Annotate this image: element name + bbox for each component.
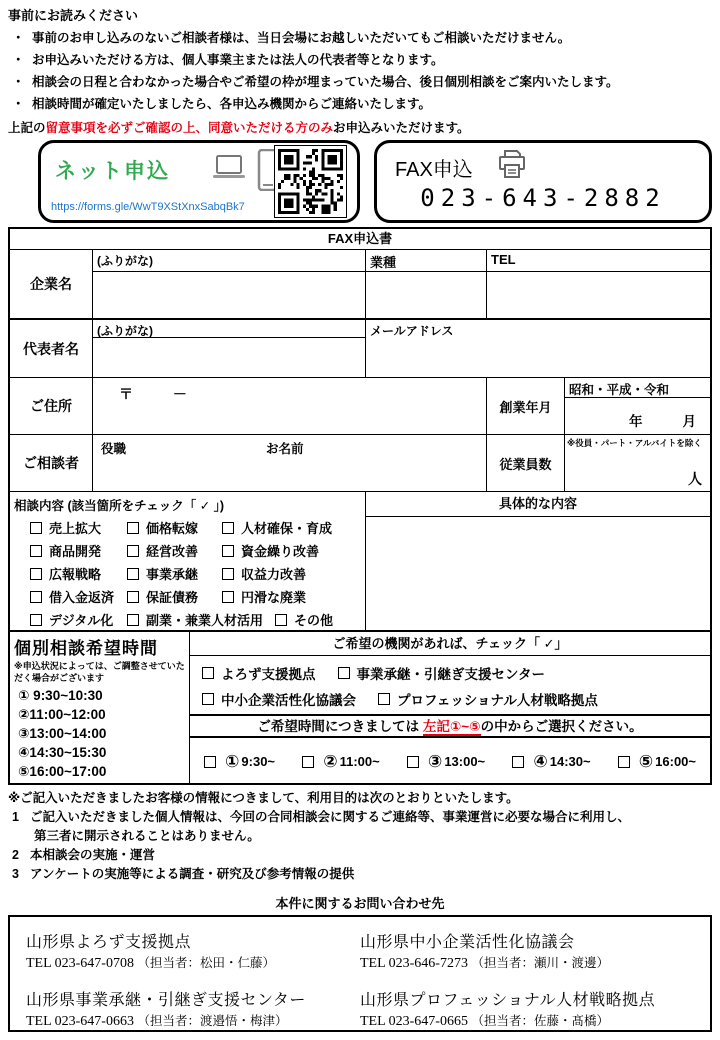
contact-entry — [360, 929, 694, 973]
topic-label: デジタル化 — [49, 613, 114, 628]
privacy-intro: ※ご記入いただきましたお客様の情報につきまして、利用目的は次のとおりといたします。 — [8, 791, 519, 805]
postal-mark: 〒 — [119, 386, 133, 402]
org-label: 事業承継・引継ぎ支援センター — [356, 667, 545, 682]
topic-label: 経営改善 — [146, 544, 199, 559]
topic-label: 保証債務 — [146, 590, 199, 605]
contact-staff: （担当者：渡邉悟・梅津） — [137, 1013, 288, 1028]
company-name-label: 企業名 — [10, 250, 93, 318]
checkbox-icon — [378, 693, 390, 705]
employees-unit: 人 — [688, 471, 702, 487]
laptop-icon — [211, 155, 247, 181]
checkbox-icon — [127, 568, 139, 580]
topic-label: 資金繰り改善 — [241, 544, 320, 559]
notice-title: 事前にお読みください — [8, 8, 139, 23]
topic-checkbox[interactable] — [127, 564, 222, 583]
schedule-slot: ④14:30~15:30 — [18, 745, 107, 760]
time-option-checkbox[interactable] — [618, 752, 696, 772]
schedule-slot: ⑤16:00~17:00 — [18, 764, 107, 779]
contact-name: 山形県プロフェッショナル人材戦略拠点 — [360, 991, 656, 1009]
tel-input[interactable] — [487, 272, 710, 318]
topic-checkbox[interactable] — [30, 610, 127, 629]
topic-checkbox[interactable] — [30, 564, 127, 583]
time-option-label: 11:00~ — [339, 754, 380, 769]
bullet-icon: ・ — [12, 53, 25, 67]
net-apply-box — [38, 140, 360, 223]
checkbox-icon — [127, 545, 139, 557]
contact-tel: TEL 023-647-0708 — [26, 956, 134, 971]
qr-code — [274, 145, 347, 218]
year-label: 年 — [629, 414, 643, 429]
topic-checkbox[interactable] — [30, 587, 127, 606]
org-header: ご希望の機関があれば、チェック「 ✓」 — [190, 632, 710, 656]
topic-row — [10, 585, 365, 608]
notice-bullet-text: 事前のお申し込みのないご相談者様は、当日会場にお越しいただいてもご相談いただけません。 — [32, 31, 571, 45]
time-option-number: ⑤ — [638, 751, 654, 771]
contact-entry — [26, 929, 360, 973]
time-option-label: 14:30~ — [549, 754, 591, 769]
contact-name: 山形県中小企業活性化協議会 — [360, 934, 575, 951]
topic-checkbox[interactable] — [30, 518, 127, 537]
email-label: メールアドレス — [370, 324, 454, 338]
founding-label: 創業年月 — [487, 378, 565, 434]
topic-label: 事業承継 — [146, 567, 199, 582]
industry-input[interactable] — [366, 272, 486, 318]
org-label: 中小企業活性化協議会 — [221, 693, 356, 708]
topic-label: その他 — [294, 613, 334, 628]
representative-input[interactable] — [93, 338, 365, 377]
topic-checkbox[interactable] — [222, 541, 319, 560]
detail-input[interactable] — [366, 517, 710, 630]
founding-input[interactable] — [565, 398, 710, 434]
contact-staff: （担当者：瀬川・渡邊） — [471, 956, 609, 970]
bullet-icon: ・ — [12, 97, 25, 111]
address-input[interactable] — [93, 378, 487, 434]
contact-entry — [360, 987, 694, 1031]
schedule-note: ※申込状況によっては、ご調整させていただく場合がございます — [14, 661, 185, 683]
time-option-label: 13:00~ — [444, 754, 486, 769]
notice-bullet — [8, 74, 714, 90]
notice-bullet — [8, 96, 714, 112]
tel-label: TEL — [487, 250, 710, 272]
address-label: ご住所 — [10, 378, 93, 434]
topic-checkbox[interactable] — [127, 541, 222, 560]
checkbox-icon — [222, 591, 234, 603]
privacy-item — [8, 865, 714, 884]
checkbox-icon — [222, 522, 234, 534]
notice-bullet-text: 相談会の日程と合わなかった場合やご希望の枠が埋まっていた場合、後日個別相談をご案内いたします。 — [32, 75, 619, 89]
furigana-label: (ふりがな) — [93, 250, 365, 272]
fax-apply-box — [374, 140, 712, 223]
time-option-number: ③ — [427, 751, 443, 771]
checkbox-icon — [512, 756, 524, 768]
schedule-slot: ③13:00~14:00 — [18, 726, 107, 741]
checkbox-icon — [127, 522, 139, 534]
topic-label: 借入金返済 — [49, 590, 115, 605]
topic-checkbox[interactable] — [30, 541, 127, 560]
time-option-checkbox[interactable] — [512, 752, 590, 772]
postal-dash: － — [172, 386, 187, 402]
topic-checkbox[interactable] — [127, 587, 222, 606]
topic-row — [10, 562, 365, 585]
notice-bullet — [8, 30, 714, 46]
time-option-number: ① — [225, 751, 240, 771]
contact-box — [8, 915, 712, 1032]
time-note-red: 左記①~⑤ — [422, 719, 481, 734]
privacy-item-continuation: 第三者に開示されることはありません。 — [34, 829, 260, 843]
org-checkbox[interactable] — [202, 663, 316, 683]
fax-number: 023-643-2882 — [420, 184, 666, 212]
checkbox-icon — [222, 545, 234, 557]
printer-icon — [495, 149, 529, 181]
topic-label: 収益力改善 — [241, 567, 307, 582]
consultant-label: ご相談者 — [10, 435, 93, 491]
topic-label: 価格転嫁 — [146, 521, 199, 536]
topic-checkbox[interactable] — [222, 564, 306, 583]
time-note-prefix: ご希望時間につきましては — [257, 719, 423, 734]
topic-label: 人材確保・育成 — [241, 521, 333, 536]
topic-row — [10, 516, 365, 539]
contact-tel: TEL 023-647-0665 — [360, 1013, 468, 1029]
org-checkbox[interactable] — [202, 689, 356, 709]
notice-footer-red: 留意事項を必ずご確認の上、同意いただける方のみ — [45, 121, 334, 135]
notice-bullet-text: 相談時間が確定いたしましたら、各申込み機関からご連絡いたします。 — [32, 97, 432, 111]
company-name-input[interactable] — [93, 272, 365, 318]
bullet-icon: ・ — [12, 75, 25, 89]
topics-header: 相談内容 (該当箇所をチェック「 ✓ 」) — [14, 499, 225, 513]
privacy-item-number: 1 — [12, 810, 19, 824]
privacy-item-text: ご記入いただきました個人情報は、今回の合同相談会に関するご連絡等、事業運営に必要な場合に利用し、 — [30, 810, 631, 824]
name-label: お名前 — [266, 442, 304, 456]
org-checkbox-area — [190, 656, 710, 714]
time-option-number: ④ — [533, 751, 548, 771]
topic-checkbox[interactable] — [222, 587, 306, 606]
contact-entry — [26, 987, 360, 1031]
era-label: 昭和・平成・令和 — [565, 378, 710, 398]
privacy-item — [8, 846, 714, 865]
contact-tel: TEL 023-646-7273 — [360, 956, 468, 971]
checkbox-icon — [275, 614, 287, 626]
time-option-checkbox[interactable] — [407, 752, 485, 772]
checkbox-icon — [302, 756, 314, 768]
position-label: 役職 — [101, 442, 127, 456]
checkbox-icon — [338, 667, 350, 679]
privacy-item — [8, 808, 714, 827]
notice-footer-suffix: お申込みいただけます。 — [333, 121, 470, 135]
time-option-checkbox[interactable] — [302, 752, 380, 772]
privacy-item-text: 本相談会の実施・運営 — [30, 848, 156, 862]
consultant-input[interactable] — [93, 435, 487, 491]
checkbox-icon — [30, 522, 42, 534]
checkbox-icon — [222, 568, 234, 580]
topic-row — [10, 539, 365, 562]
topic-label: 商品開発 — [49, 544, 102, 559]
checkbox-icon — [407, 756, 419, 768]
time-options-row — [190, 738, 710, 785]
time-option-label: 16:00~ — [655, 754, 696, 769]
schedule-slot: ②11:00~12:00 — [18, 707, 106, 722]
org-label: よろず支援拠点 — [221, 667, 316, 682]
contact-header: 本件に関するお問い合わせ先 — [275, 896, 445, 911]
checkbox-icon — [30, 614, 42, 626]
net-apply-url-link[interactable]: https://forms.gle/WwT9XStXnxSabqBk7 — [51, 201, 245, 213]
privacy-section — [8, 789, 714, 884]
checkbox-icon — [127, 591, 139, 603]
checkbox-icon — [30, 545, 42, 557]
furigana-label: (ふりがな) — [93, 320, 365, 338]
topic-label: 円滑な廃業 — [241, 590, 307, 605]
topic-row — [10, 608, 365, 631]
contact-tel: TEL 023-647-0663 — [26, 1013, 134, 1029]
notice-bullet — [8, 52, 714, 68]
industry-label: 業種 — [366, 250, 486, 272]
topic-label: 広報戦略 — [49, 567, 102, 582]
org-checkbox[interactable] — [338, 663, 545, 683]
topic-checkbox[interactable] — [127, 610, 263, 629]
notice-footer-prefix: 上記の — [8, 121, 46, 135]
privacy-item-number: 3 — [12, 867, 19, 881]
month-label: 月 — [682, 414, 696, 429]
time-option-checkbox[interactable] — [204, 752, 275, 772]
org-label: プロフェッショナル人材戦略拠点 — [397, 693, 598, 708]
schedule-title: 個別相談希望時間 — [14, 639, 158, 658]
checkbox-icon — [30, 591, 42, 603]
time-option-label: 9:30~ — [241, 754, 276, 769]
checkbox-icon — [202, 667, 214, 679]
schedule-panel — [10, 632, 190, 785]
org-checkbox[interactable] — [378, 689, 598, 709]
time-note-suffix: の中からご選択ください。 — [480, 719, 643, 734]
fax-apply-label: FAX申込 — [395, 159, 473, 181]
contact-name: 山形県事業承継・引継ぎ支援センター — [26, 991, 306, 1009]
topic-checkbox[interactable] — [275, 610, 333, 629]
representative-label: 代表者名 — [10, 320, 93, 377]
time-note-bar — [190, 714, 710, 738]
topic-label: 売上拡大 — [49, 521, 102, 536]
detail-header: 具体的な内容 — [366, 492, 710, 517]
employees-label: 従業員数 — [487, 435, 565, 491]
checkbox-icon — [618, 756, 630, 768]
schedule-slot: ① 9:30~10:30 — [18, 688, 103, 703]
topic-checkbox[interactable] — [222, 518, 332, 537]
topic-checkbox[interactable] — [127, 518, 222, 537]
net-apply-label: ネット申込 — [55, 160, 170, 183]
notice-footer — [8, 118, 714, 136]
form-title: FAX申込書 — [10, 229, 710, 250]
time-option-number: ② — [323, 751, 338, 771]
privacy-item-text: アンケートの実施等による調査・研究及び参考情報の提供 — [30, 867, 355, 881]
contact-staff: （担当者：松田・仁藤） — [137, 956, 275, 970]
pre-read-notice — [8, 5, 714, 136]
employees-input[interactable] — [565, 435, 710, 491]
notice-bullet-text: お申込みいただける方は、個人事業主または法人の代表者等となります。 — [32, 53, 444, 67]
checkbox-icon — [30, 568, 42, 580]
contact-name: 山形県よろず支援拠点 — [26, 934, 192, 951]
topic-label: 副業・兼業人材活用 — [146, 613, 264, 628]
fax-form-table — [8, 227, 712, 785]
bullet-icon: ・ — [12, 31, 25, 45]
privacy-item-number: 2 — [12, 848, 19, 862]
employees-note: ※役員・パート・アルバイトを除く — [567, 438, 702, 448]
checkbox-icon — [204, 756, 216, 768]
checkbox-icon — [202, 693, 214, 705]
contact-staff: （担当者：佐藤・髙橋） — [471, 1013, 609, 1028]
checkbox-icon — [127, 614, 139, 626]
